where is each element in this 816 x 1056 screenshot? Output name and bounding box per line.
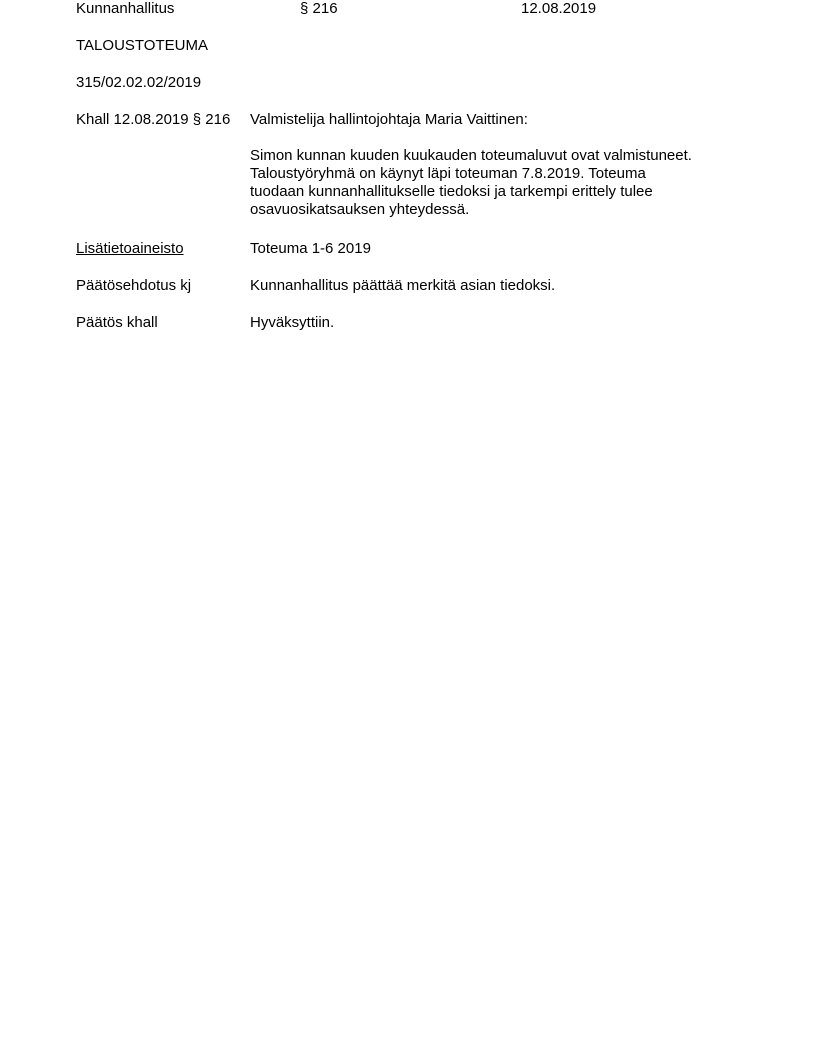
description-line: osavuosikatsauksen yhteydessä.: [250, 201, 470, 218]
header-date: 12.08.2019: [521, 0, 597, 17]
description-line: Simon kunnan kuuden kuukauden toteumaluvut ovat valmistuneet.: [250, 147, 692, 164]
description-line: Taloustyöryhmä on käynyt läpi toteuman 7.8.2019. Toteuma: [250, 165, 646, 182]
decision-value: Hyväksyttiin.: [250, 314, 335, 331]
document-title: TALOUSTOTEUMA: [76, 37, 208, 54]
meeting-reference: Khall 12.08.2019 § 216: [76, 111, 231, 128]
decision-label: Päätös khall: [76, 314, 158, 331]
additional-info-link[interactable]: Lisätietoaineisto: [76, 240, 184, 257]
description-paragraph: [250, 147, 750, 219]
proposal-label: Päätösehdotus kj: [76, 277, 192, 294]
proposal-value: Kunnanhallitus päättää merkitä asian tiedoksi.: [250, 277, 556, 294]
description-line: tuodaan kunnanhallitukselle tiedoksi ja tarkempi erittely tulee: [250, 183, 653, 200]
additional-info-value: Toteuma 1-6 2019: [250, 240, 371, 257]
header-body: Kunnanhallitus: [76, 0, 175, 17]
header-section: § 216: [300, 0, 338, 17]
record-number: 315/02.02.02/2019: [76, 74, 202, 91]
preparer-line: Valmistelija hallintojohtaja Maria Vaittinen:: [250, 111, 528, 128]
